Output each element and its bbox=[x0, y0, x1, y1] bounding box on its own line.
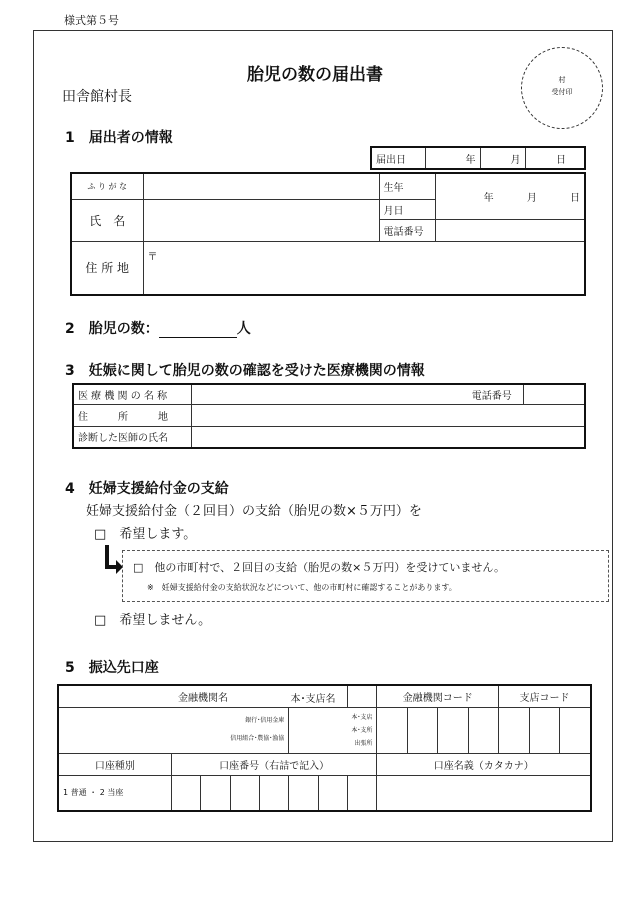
account-number-digit[interactable] bbox=[318, 775, 347, 811]
phone-label: 電話番号 bbox=[379, 219, 435, 241]
branch-code-header: 支店コード bbox=[499, 685, 591, 707]
name-label: 氏 名 bbox=[71, 199, 143, 241]
date-day[interactable]: 日 bbox=[525, 147, 585, 169]
branch-type-2: 本･支所 bbox=[351, 726, 373, 734]
name-field[interactable] bbox=[143, 199, 379, 241]
stamp-line1: 村 bbox=[558, 76, 566, 84]
account-name-header: 口座名義（カタカナ） bbox=[377, 753, 591, 775]
account-name-field[interactable] bbox=[377, 775, 591, 811]
branch-code-digit[interactable] bbox=[529, 707, 559, 753]
phone-field[interactable] bbox=[435, 219, 585, 241]
address-label: 住 所 地 bbox=[71, 241, 143, 295]
section5-heading: 5 振込先口座 bbox=[65, 660, 159, 676]
birth-day: 日 bbox=[570, 192, 580, 204]
applicant-table bbox=[70, 172, 586, 296]
birth-date-field[interactable] bbox=[435, 173, 585, 219]
nowish-checkbox[interactable]: □ bbox=[94, 613, 107, 628]
fetus-count-row bbox=[65, 318, 251, 338]
furigana-field[interactable] bbox=[143, 173, 379, 199]
benefit-text: 妊婦支援給付金（２回目）の支給（胎児の数×５万円）を bbox=[86, 504, 422, 519]
account-number-header: 口座番号（右詰で記入） bbox=[171, 753, 377, 775]
sub-condition-box bbox=[122, 550, 609, 602]
branch-code-digit[interactable] bbox=[499, 707, 529, 753]
form-number: 様式第５号 bbox=[64, 14, 119, 27]
bank-code-digit[interactable] bbox=[377, 707, 407, 753]
date-year[interactable]: 年 bbox=[425, 147, 480, 169]
bank-code-digit[interactable] bbox=[407, 707, 437, 753]
submission-date-table bbox=[370, 146, 586, 170]
sub-condition-option[interactable] bbox=[133, 559, 505, 575]
branch-type-3: 出張所 bbox=[354, 739, 373, 747]
facility-label: 医 療 機 関 の 名 称 bbox=[73, 384, 191, 404]
page-title: 胎児の数の届出書 bbox=[247, 65, 383, 85]
account-number-digit[interactable] bbox=[259, 775, 288, 811]
birth-label-2: 月日 bbox=[379, 199, 435, 219]
section3-heading: 3 妊娠に関して胎児の数の確認を受けた医療機関の情報 bbox=[65, 363, 425, 379]
birth-label-1: 生年 bbox=[379, 173, 435, 199]
bank-type-2: 信用組合･農協･漁協 bbox=[230, 735, 285, 742]
sub-condition-checkbox[interactable]: □ bbox=[133, 561, 144, 574]
medical-institution-table bbox=[72, 383, 586, 449]
branch-type-1: 本･支店 bbox=[351, 713, 373, 721]
account-number-digit[interactable] bbox=[201, 775, 230, 811]
nowish-option[interactable] bbox=[94, 609, 211, 628]
branch-code-digit[interactable] bbox=[559, 707, 591, 753]
wish-checkbox[interactable]: □ bbox=[94, 527, 107, 542]
sub-condition-label: 他の市町村で、２回目の支給（胎児の数×５万円）を受けていません。 bbox=[154, 561, 506, 574]
bank-name-header: 金融機関名 bbox=[58, 685, 348, 707]
facility-field[interactable] bbox=[191, 384, 461, 404]
postal-mark: 〒 bbox=[147, 251, 158, 263]
date-month[interactable]: 月 bbox=[480, 147, 525, 169]
stamp-line2: 受付印 bbox=[551, 88, 573, 96]
doctor-label: 診断した医師の氏名 bbox=[73, 426, 191, 448]
furigana-label: ふ り が な bbox=[71, 173, 143, 199]
nowish-label: 希望しません。 bbox=[119, 613, 212, 628]
facility-address-label: 住 所 地 bbox=[73, 404, 191, 426]
bank-type-1: 銀行･信用金庫 bbox=[245, 717, 285, 724]
account-type-header: 口座種別 bbox=[58, 753, 171, 775]
fetus-count-label: 2 胎児の数： bbox=[65, 321, 159, 337]
wish-label: 希望します。 bbox=[119, 527, 197, 542]
bank-code-header: 金融機関コード bbox=[377, 685, 499, 707]
account-number-digit[interactable] bbox=[171, 775, 200, 811]
wish-option[interactable] bbox=[94, 523, 196, 542]
addressee: 田舎館村長 bbox=[62, 89, 132, 105]
account-number-digit[interactable] bbox=[289, 775, 318, 811]
bank-code-digit[interactable] bbox=[438, 707, 468, 753]
facility-address-field[interactable] bbox=[191, 404, 585, 426]
account-type-field[interactable]: 1 普通 ・ 2 当座 bbox=[58, 775, 171, 811]
birth-year: 年 bbox=[483, 192, 494, 204]
account-number-digit[interactable] bbox=[348, 775, 377, 811]
reception-stamp-area bbox=[521, 47, 603, 129]
facility-phone-field[interactable] bbox=[523, 384, 585, 404]
branch-name-header: 本･支店名 bbox=[290, 694, 336, 705]
branch-name-field[interactable] bbox=[289, 707, 377, 753]
bank-name-field[interactable] bbox=[58, 707, 289, 753]
facility-phone-label: 電話番号 bbox=[461, 384, 523, 404]
bank-code-digit[interactable] bbox=[468, 707, 498, 753]
section1-heading: 1 届出者の情報 bbox=[65, 130, 173, 146]
doctor-field[interactable] bbox=[191, 426, 585, 448]
fetus-count-unit: 人 bbox=[236, 321, 251, 337]
submission-date-label: 届出日 bbox=[371, 147, 425, 169]
address-field[interactable] bbox=[143, 241, 585, 295]
account-number-digit[interactable] bbox=[230, 775, 259, 811]
section4-heading: 4 妊婦支援給付金の支給 bbox=[65, 481, 229, 497]
sub-condition-note: ※ 妊婦支援給付金の支給状況などについて、他の市町村に確認することがあります。 bbox=[147, 583, 457, 592]
fetus-count-field[interactable] bbox=[159, 324, 237, 338]
arrow-down-right-icon bbox=[100, 545, 124, 579]
birth-month: 月 bbox=[526, 192, 537, 204]
